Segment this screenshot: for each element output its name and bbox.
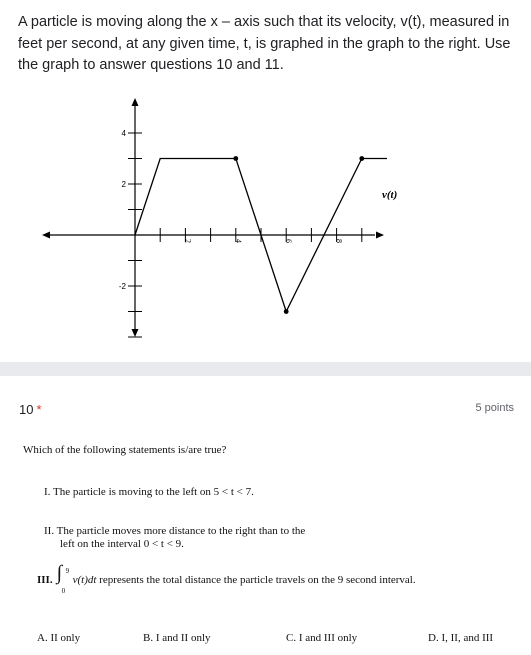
points-label: 5 points	[475, 402, 514, 414]
statement-3-label: III.	[37, 573, 53, 586]
statement-2	[44, 525, 305, 551]
statement-3	[37, 562, 416, 595]
x-tick-label: 8	[334, 239, 344, 243]
statement-3-text: represents the total distance the particle travels on the 9 second interval.	[99, 573, 416, 586]
choice-b-text: I and II only	[155, 632, 211, 644]
question-prompt: Which of the following statements is/are true?	[23, 444, 227, 456]
choice-d-letter: D.	[428, 632, 439, 644]
question-number	[19, 402, 42, 417]
x-tick-label: 6	[284, 239, 294, 243]
curve-point	[233, 156, 238, 161]
integral-symbol: ∫ 9 0	[57, 569, 71, 591]
x-tick-label: 2	[183, 239, 193, 243]
curve-point	[284, 309, 289, 314]
statement-2-line2: left on the interval 0 < t < 9.	[60, 538, 184, 550]
y-tick-label: -2	[118, 282, 126, 291]
question-card	[0, 376, 531, 655]
choice-a[interactable]	[37, 632, 80, 644]
x-axis-right-arrow	[376, 232, 384, 239]
statement-1-label: I.	[44, 486, 51, 498]
choice-c-letter: C.	[286, 632, 297, 644]
choice-b[interactable]	[143, 632, 211, 644]
statement-1	[44, 486, 254, 499]
choice-b-letter: B.	[143, 632, 154, 644]
statement-2-line1: The particle moves more distance to the right than to the	[56, 525, 306, 537]
velocity-graph	[30, 92, 398, 342]
integral-upper-limit: 9	[65, 567, 70, 575]
statement-2-label: II.	[44, 525, 55, 537]
integral-integrand: v(t)dt	[72, 573, 97, 586]
statement-1-text: The particle is moving to the left on 5 < t < 7.	[52, 486, 254, 498]
integral-lower-limit: 0	[61, 587, 66, 595]
choice-d-text: I, II, and III	[441, 632, 494, 644]
section-gap	[0, 362, 531, 376]
y-axis-down-arrow	[132, 329, 139, 337]
y-tick-label: 2	[121, 180, 126, 189]
x-axis-left-arrow	[42, 232, 50, 239]
choice-a-text: II only	[50, 632, 81, 644]
required-asterisk: *	[36, 402, 42, 417]
choice-c-text: I and III only	[298, 632, 358, 644]
x-tick-label: 4	[233, 239, 243, 243]
intro-text: A particle is moving along the x – axis such that its velocity, v(t), measured in feet per second, at any given time, t, is graphed in the graph to the right. Use the graph to answer questions 10 and 11.	[18, 14, 511, 73]
y-tick-label: 4	[121, 129, 126, 138]
choice-c[interactable]	[286, 632, 357, 644]
question-number-text: 10	[19, 402, 34, 417]
choice-a-letter: A.	[37, 632, 48, 644]
choice-d[interactable]	[428, 632, 493, 644]
curve-label: v(t)	[382, 189, 398, 201]
y-axis-up-arrow	[132, 98, 139, 106]
curve-point	[359, 156, 364, 161]
